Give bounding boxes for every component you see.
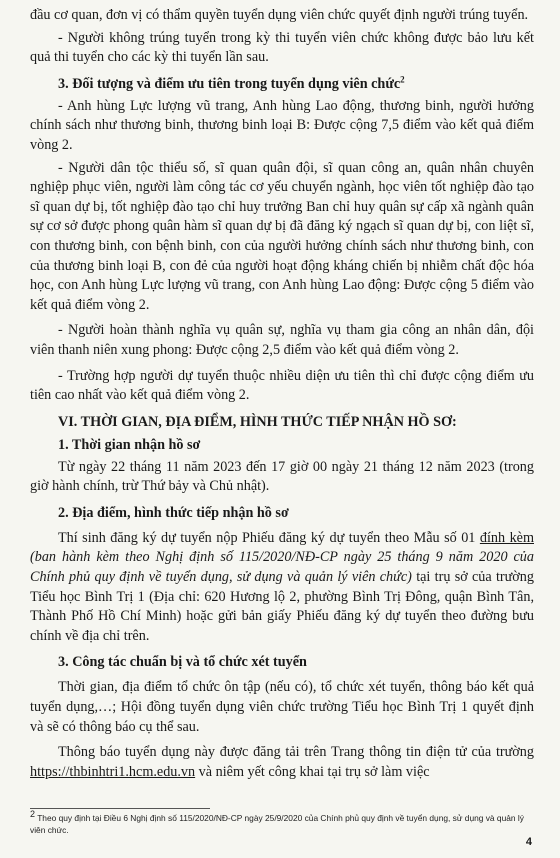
attachment-link[interactable]: đính kèm xyxy=(479,529,534,546)
announcement-text-a: Thông báo tuyển dụng này được đăng tải trên Trang thông tin điện tử của trường xyxy=(58,744,534,761)
page-number: 4 xyxy=(525,836,532,848)
footnote xyxy=(30,809,530,836)
section-heading-priority xyxy=(30,74,534,94)
paragraph-continued: đầu cơ quan, đơn vị có thẩm quyền tuyển dụng viên chức quyết định người trúng tuyển. xyxy=(30,7,529,23)
section-heading-priority-text: 3. Đối tượng và điểm ưu tiên trong tuyển dụng viên chức xyxy=(58,75,401,92)
footnote-divider xyxy=(30,808,210,809)
footnote-text: Theo quy định tại Điều 6 Nghị định số 115/2020/NĐ-CP ngày 25/9/2020 của Chính phủ quy định về tuyển dụng, sử dụng và quản lý viên chức. xyxy=(30,813,524,835)
subheading-location: 2. Địa điểm, hình thức tiếp nhận hồ sơ xyxy=(58,504,289,521)
location-text-b: tại trụ sở của trường Tiểu học Bình Trị 1 (Địa chỉ: 620 Hương lộ 2, phường Bình Trị Đông, quận Bình Tân, Thành Phố Hồ Chí Minh) hoặc gửi bản giấy Phiếu đăng ký dự tuyển theo đường bưu chính về địa chỉ trên. xyxy=(30,569,534,644)
paragraph-location xyxy=(30,529,534,647)
paragraph-priority-highest: - Trường hợp người dự tuyển thuộc nhiều diện ưu tiên thì chỉ được cộng điểm ưu tiên cao nhất vào kết quả điểm vòng 2. xyxy=(30,367,534,404)
subheading-preparation: 3. Công tác chuẩn bị và tổ chức xét tuyển xyxy=(58,654,307,671)
decree-reference: (ban hành kèm theo Nghị định số 115/2020/NĐ-CP ngày 25 tháng 9 năm 2020 của Chính phủ quy định về tuyển dụng, sử dụng và quản lý viên chức) xyxy=(30,549,534,586)
paragraph-priority-5: - Người dân tộc thiểu số, sĩ quan quân đội, sĩ quan công an, quân nhân chuyên nghiệp phục viên, người làm công tác cơ yếu chuyển ngành, học viên tốt nghiệp đào tạo sĩ quan dự bị, tốt nghiệp đào tạo chỉ huy trưởng Ban chỉ huy quân sự cấp xã ngành quân sự cơ sở được phong quân hàm sĩ quan dự bị đã đăng ký ngạch sĩ quan dự bị, con liệt sĩ, con thương binh, con bệnh binh, con của người hưởng chính sách như thương binh, con của thương binh loại B, con đẻ của người hoạt động kháng chiến bị nhiễm chất độc hóa học, con Anh hùng Lực lượng vũ trang, con Anh hùng Lao động: Được cộng 5 điểm vào kết quả điểm vòng 2. xyxy=(30,159,534,313)
paragraph-priority-7-5: - Anh hùng Lực lượng vũ trang, Anh hùng Lao động, thương binh, người hưởng chính sách như thương binh, thương binh loại B: Được cộng 7,5 điểm vào kết quả điểm vòng 2. xyxy=(30,97,534,153)
paragraph-preparation: Thời gian, địa điểm tổ chức ôn tập (nếu có), tổ chức xét tuyển, thông báo kết quả tuyển dụng,…; Hội đồng tuyển dụng viên chức trường Tiểu học Bình Trị 1 quyết định và sẽ có thông báo cụ thể sau. xyxy=(30,679,534,735)
website-link[interactable]: https://thbinhtri1.hcm.edu.vn xyxy=(30,763,196,780)
subheading-time: 1. Thời gian nhận hồ sơ xyxy=(58,436,201,453)
location-text-a: Thí sinh đăng ký dự tuyển nộp Phiếu đăng ký dự tuyển theo Mẫu số 01 xyxy=(58,529,480,546)
section-heading-vi: VI. THỜI GIAN, ĐỊA ĐIỂM, HÌNH THỨC TIẾP NHẬN HỒ SƠ: xyxy=(58,413,457,430)
paragraph-announcement xyxy=(30,743,534,782)
footnote-ref: 2 xyxy=(400,74,405,85)
footnote-number: 2 xyxy=(30,809,36,820)
paragraph-priority-2-5: - Người hoàn thành nghĩa vụ quân sự, nghĩa vụ tham gia công an nhân dân, đội viên thanh niên xung phong: Được cộng 2,5 điểm vào kết quả điểm vòng 2. xyxy=(30,322,534,358)
announcement-text-b: và niêm yết công khai tại trụ sở làm việc xyxy=(195,763,430,780)
paragraph-time: Từ ngày 22 tháng 11 năm 2023 đến 17 giờ 00 ngày 21 tháng 12 năm 2023 (trong giờ hành chính, trừ Thứ bảy và Chủ nhật). xyxy=(30,458,534,495)
paragraph-no-reservation: - Người không trúng tuyển trong kỳ thi tuyển viên chức không được bảo lưu kết quả thi tuyển cho các kỳ thi tuyển lần sau. xyxy=(30,29,534,66)
